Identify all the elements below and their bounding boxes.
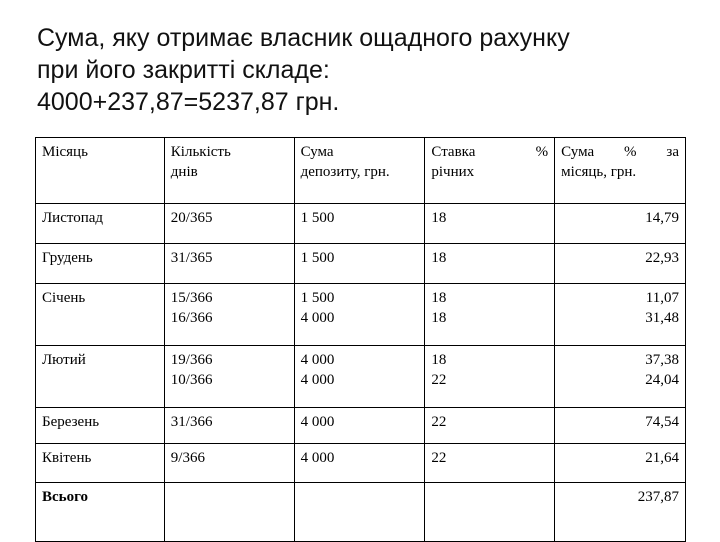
header-month xyxy=(36,138,165,204)
interest-value: 24,04 xyxy=(645,372,679,388)
cell-interest xyxy=(555,244,686,284)
days-value: 16/366 xyxy=(170,310,213,326)
table-row xyxy=(36,408,686,444)
month-label: Квітень xyxy=(42,450,92,466)
interest-value: 37,38 xyxy=(645,352,679,368)
table-row xyxy=(36,444,686,483)
interest-value: 21,64 xyxy=(645,450,679,466)
days-value: 10/366 xyxy=(170,372,213,388)
header-rate-line-1: Ставка xyxy=(431,144,476,160)
table-row xyxy=(36,244,686,284)
deposit-value: 1 500 xyxy=(300,210,335,226)
rate-value: 22 xyxy=(431,414,447,430)
header-interest xyxy=(555,138,686,204)
cell-deposit xyxy=(294,244,425,284)
month-label: Грудень xyxy=(42,250,93,266)
heading-line-1: Сума, яку отримає власник ощадного рахунку xyxy=(37,24,570,52)
rate-value: 22 xyxy=(431,372,447,388)
month-label: Січень xyxy=(42,290,86,306)
cell-days xyxy=(164,346,294,408)
table-header-row xyxy=(36,138,686,204)
days-value: 15/366 xyxy=(170,290,213,306)
cell-rate xyxy=(425,408,555,444)
month-label: Лютий xyxy=(42,352,86,368)
cell-deposit xyxy=(294,204,425,244)
cell-days xyxy=(164,204,294,244)
cell-month xyxy=(36,284,165,346)
rate-value: 18 xyxy=(431,310,447,326)
interest-value: 14,79 xyxy=(645,210,679,226)
table-row xyxy=(36,346,686,408)
total-label: Всього xyxy=(42,489,89,505)
cell-days xyxy=(164,284,294,346)
cell-rate xyxy=(425,244,555,284)
days-value: 31/366 xyxy=(170,414,213,430)
heading-line-3: 4000+237,87=5237,87 грн. xyxy=(37,88,340,116)
heading-line-2: при його закритті складе: xyxy=(37,56,330,84)
rate-value: 18 xyxy=(431,210,447,226)
cell-interest xyxy=(555,346,686,408)
header-days-line-2: днів xyxy=(170,164,198,180)
rate-value: 18 xyxy=(431,290,447,306)
days-value: 31/365 xyxy=(170,250,213,266)
days-value: 9/366 xyxy=(170,450,205,466)
cell-interest xyxy=(555,284,686,346)
header-rate-line-2: річних xyxy=(431,164,475,180)
cell-days xyxy=(164,244,294,284)
rate-value: 22 xyxy=(431,450,447,466)
header-rate xyxy=(425,138,555,204)
cell-deposit xyxy=(294,284,425,346)
deposit-value: 4 000 xyxy=(300,310,335,326)
rate-value: 18 xyxy=(431,352,447,368)
table-row xyxy=(36,284,686,346)
cell-deposit xyxy=(294,408,425,444)
cell-interest xyxy=(555,204,686,244)
interest-value: 31,48 xyxy=(645,310,679,326)
cell-days xyxy=(164,444,294,483)
cell-empty xyxy=(294,483,425,542)
table-row xyxy=(36,204,686,244)
header-days-line-1: Кількість xyxy=(170,144,231,160)
cell-month xyxy=(36,408,165,444)
interest-value: 74,54 xyxy=(645,414,679,430)
header-deposit xyxy=(294,138,425,204)
month-label: Листопад xyxy=(42,210,104,226)
deposit-value: 4 000 xyxy=(300,414,335,430)
cell-interest xyxy=(555,408,686,444)
deposit-value: 4 000 xyxy=(300,352,335,368)
cell-empty xyxy=(425,483,555,542)
header-month-label: Місяць xyxy=(42,144,88,160)
cell-deposit xyxy=(294,346,425,408)
header-interest-word-3: за xyxy=(666,144,679,160)
cell-total-label xyxy=(36,483,165,542)
deposit-value: 1 500 xyxy=(300,250,335,266)
interest-value: 22,93 xyxy=(645,250,679,266)
days-value: 20/365 xyxy=(170,210,213,226)
cell-month xyxy=(36,244,165,284)
header-interest-word-1: Сума xyxy=(561,144,595,160)
total-value: 237,87 xyxy=(637,489,679,505)
month-label: Березень xyxy=(42,414,100,430)
deposit-value: 1 500 xyxy=(300,290,335,306)
header-deposit-line-2: депозиту, грн. xyxy=(300,164,390,180)
cell-rate xyxy=(425,444,555,483)
cell-deposit xyxy=(294,444,425,483)
table-total-row xyxy=(36,483,686,542)
days-value: 19/366 xyxy=(170,352,213,368)
cell-month xyxy=(36,346,165,408)
cell-total-value xyxy=(555,483,686,542)
header-interest-line-2: місяць, грн. xyxy=(561,164,637,180)
header-interest-word-2: % xyxy=(624,144,637,160)
interest-table xyxy=(35,137,686,542)
rate-value: 18 xyxy=(431,250,447,266)
header-rate-percent: % xyxy=(535,144,549,160)
cell-rate xyxy=(425,284,555,346)
cell-month xyxy=(36,444,165,483)
cell-days xyxy=(164,408,294,444)
cell-month xyxy=(36,204,165,244)
page-heading xyxy=(37,22,697,118)
cell-interest xyxy=(555,444,686,483)
cell-empty xyxy=(164,483,294,542)
header-deposit-line-1: Сума xyxy=(300,144,334,160)
deposit-value: 4 000 xyxy=(300,450,335,466)
interest-value: 11,07 xyxy=(645,290,679,306)
cell-rate xyxy=(425,346,555,408)
deposit-value: 4 000 xyxy=(300,372,335,388)
cell-rate xyxy=(425,204,555,244)
header-days xyxy=(164,138,294,204)
